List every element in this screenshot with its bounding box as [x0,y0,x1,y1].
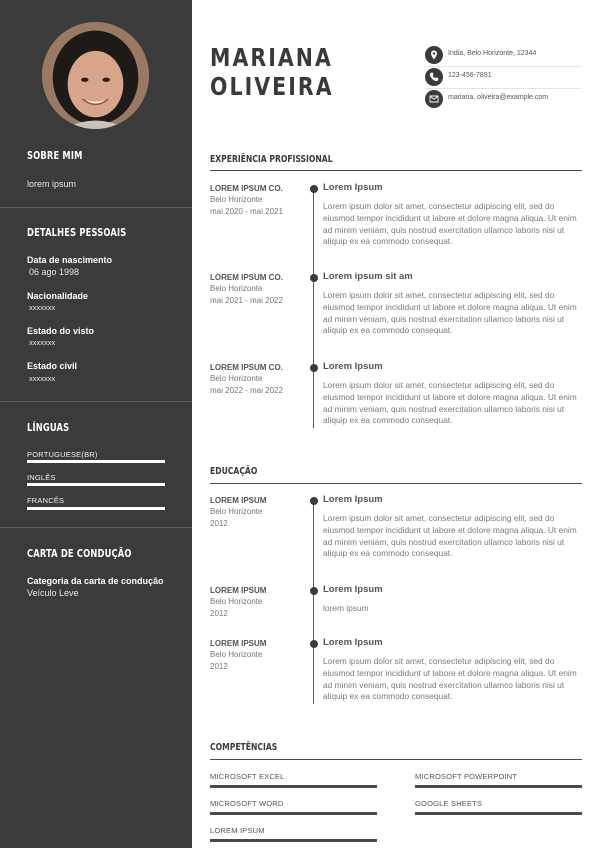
language-level-bar [27,507,165,510]
degree-title: Lorem Ipsum [323,494,383,505]
job-title: Lorem ipsum sit am [323,271,413,282]
divider [0,401,192,402]
school-name: LOREM IPSUM [210,586,267,595]
sidebar [0,0,192,848]
marital-status-label: Estado civil [27,361,78,371]
job-title: Lorem Ipsum [323,361,383,372]
skill-name: LOREM IPSUM [210,826,265,835]
job-dates: mai 2021 - mai 2022 [210,295,283,305]
graduation-year: 2012 [210,661,228,671]
location-pin-icon [425,46,443,64]
education-meta [210,585,305,619]
education-detail [323,584,583,615]
section-rule [210,170,582,171]
school-city: Belo Horizonte [210,507,263,516]
email-icon [425,90,443,108]
degree-title: Lorem Ipsum [323,584,383,595]
education-meta [210,495,305,529]
timeline-line [313,498,314,704]
job-description: Lorem ipsum dolor sit amet, consectetur adipiscing elit, sed do eiusmod tempor incididunt ut labore et dolore magna aliqua. Ut enim ad minim veniam, quis nostrud exercitation ullamco laboris nisi ut aliquip ex ea commodo consequat. [323,380,577,426]
company-city: Belo Horizonte [210,374,263,383]
profile-photo [42,22,149,129]
nationality-label: Nacionalidade [27,291,89,301]
language-level-bar [27,460,165,463]
birthdate-label: Data de nascimento [27,255,113,265]
company-city: Belo Horizonte [210,284,263,293]
job-dates: mai 2022 - mai 2022 [210,385,283,395]
experience-detail [323,361,583,427]
job-title: Lorem Ipsum [323,182,383,193]
email-text[interactable]: mariana. oliveira@example.com [448,94,549,101]
contact-address [425,45,581,67]
contact-email [425,89,581,111]
skill-name: MICROSOFT WORD [210,799,284,808]
school-name: LOREM IPSUM [210,639,267,648]
degree-description: lorem ipsum [323,603,369,613]
timeline-dot [310,587,318,595]
skill-item [210,772,377,788]
language-name: PORTUGUESE(BR) [27,450,98,459]
graduation-year: 2012 [210,518,228,528]
education-detail [323,494,583,560]
section-rule [210,759,582,760]
phone-icon [425,68,443,86]
job-dates: mai 2020 - mai 2021 [210,206,283,216]
timeline-dot [310,497,318,505]
company-name: LOREM IPSUM CO. [210,363,283,372]
skill-name: MICROSOFT POWERPOINT [415,772,518,781]
experience-heading: EXPERIÊNCIA PROFISSIONAL [210,154,333,165]
skill-item [415,799,582,815]
license-category-value: Veículo Leve [27,588,79,598]
skill-level-bar [415,812,582,815]
experience-meta [210,183,305,217]
skills-heading: COMPETÊNCIAS [210,742,278,753]
address-text: India, Belo Horizonte, 12344 [448,50,537,57]
skill-level-bar [210,839,377,842]
language-name: INGLÊS [27,473,56,482]
graduation-year: 2012 [210,608,228,618]
contact-phone [425,67,581,89]
visa-status-label: Estado do visto [27,326,95,336]
divider [0,207,192,208]
phone-text[interactable]: 123-456-7891 [448,72,492,79]
job-description: Lorem ipsum dolor sit amet, consectetur adipiscing elit, sed do eiusmod tempor incididunt ut labore et dolore magna aliqua. Ut enim ad minim veniam, quis nostrud exercitation ullamco laboris nisi ut aliquip ex ea commodo consequat. [323,201,577,247]
skill-item [210,826,377,842]
education-meta [210,638,305,672]
experience-meta [210,272,305,306]
language-level-bar [27,483,165,486]
divider [0,527,192,528]
skill-level-bar [415,785,582,788]
personal-details-heading: DETALHES PESSOAIS [27,227,127,239]
company-city: Belo Horizonte [210,195,263,204]
first-name: MARIANA [210,43,333,72]
driving-license-heading: CARTA DE CONDUÇÃO [27,548,132,560]
timeline-dot [310,640,318,648]
about-text: lorem ipsum [27,179,77,189]
education-heading: EDUCAÇÃO [210,466,258,477]
section-rule [210,483,582,484]
last-name: OLIVEIRA [210,72,334,101]
timeline-dot [310,274,318,282]
school-city: Belo Horizonte [210,650,263,659]
experience-detail [323,182,583,248]
birthdate-value: 06 ago 1998 [29,267,80,277]
degree-description: Lorem ipsum dolor sit amet, consectetur adipiscing elit, sed do eiusmod tempor incididunt ut labore et dolore magna aliqua. Ut enim ad minim veniam, quis nostrud exercitation ullamco laboris nisi ut aliquip ex ea commodo consequat. [323,513,577,559]
marital-status-value: xxxxxxx [29,374,56,383]
skill-level-bar [210,812,377,815]
company-name: LOREM IPSUM CO. [210,184,283,193]
degree-title: Lorem Ipsum [323,637,383,648]
job-description: Lorem ipsum dolor sit amet, consectetur adipiscing elit, sed do eiusmod tempor incididunt ut labore et dolore magna aliqua. Ut enim ad minim veniam, quis nostrud exercitation ullamco laboris nisi ut aliquip ex ea commodo consequat. [323,290,577,336]
nationality-value: xxxxxxx [29,303,56,312]
experience-detail [323,271,583,337]
language-name: FRANCÊS [27,496,65,505]
timeline-line [313,186,314,428]
skill-name: GOOGLE SHEETS [415,799,483,808]
license-category-label: Categoria da carta de condução [27,576,164,586]
about-heading: SOBRE MIM [27,150,83,162]
education-detail [323,637,583,703]
school-name: LOREM IPSUM [210,496,267,505]
portrait-photo-icon [42,22,149,129]
skill-name: MICROSOFT EXCEL [210,772,285,781]
skill-item [210,799,377,815]
school-city: Belo Horizonte [210,597,263,606]
skill-item [415,772,582,788]
company-name: LOREM IPSUM CO. [210,273,283,282]
experience-meta [210,362,305,396]
timeline-dot [310,364,318,372]
degree-description: Lorem ipsum dolor sit amet, consectetur adipiscing elit, sed do eiusmod tempor incididunt ut labore et dolore magna aliqua. Ut enim ad minim veniam, quis nostrud exercitation ullamco laboris nisi ut aliquip ex ea commodo consequat. [323,656,577,702]
languages-heading: LÍNGUAS [27,422,70,434]
visa-status-value: xxxxxxx [29,338,56,347]
timeline-dot [310,185,318,193]
skill-level-bar [210,785,377,788]
